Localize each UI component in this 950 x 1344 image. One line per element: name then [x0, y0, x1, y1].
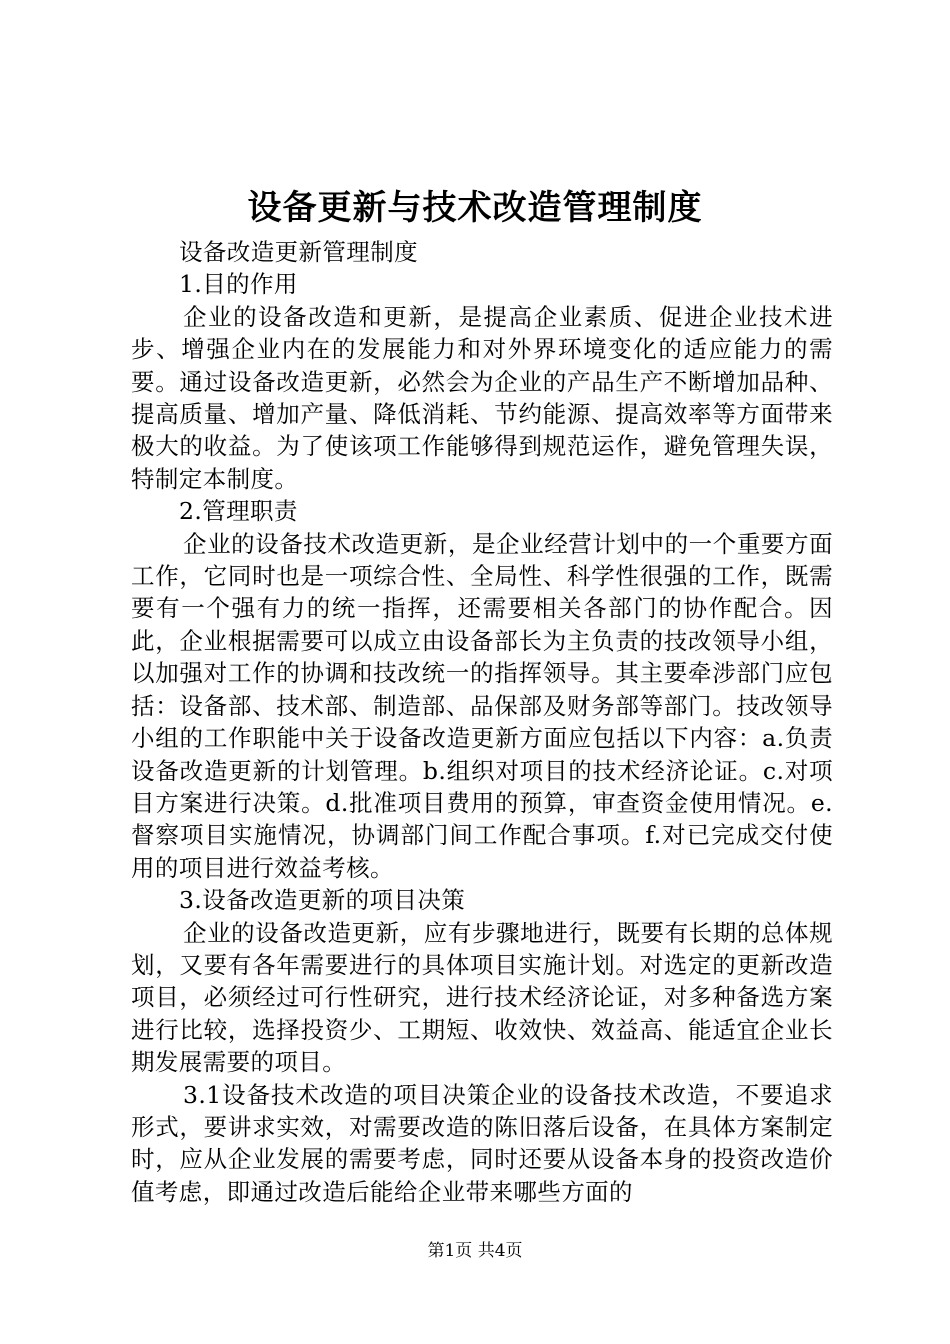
paragraph-responsibility: 企业的设备技术改造更新，是企业经营计划中的一个重要方面工作，它同时也是一项综合性、全局性、科学性很强的工作，既需要有一个强有力的统一指挥，还需要相关各部门的协作配合。因此，企业根据需要可以成立由设备部长为主负责的技改领导小组，以加强对工作的协调和技改统一的指挥领导。其主要牵涉部门应包括：设备部、技术部、制造部、品保部及财务部等部门。技改领导小组的工作职能中关于设备改造更新方面应包括以下内容：a.负责设备改造更新的计划管理。b.组织对项目的技术经济论证。c.对项目方案进行决策。d.批准项目费用的预算，审查资金使用情况。e.督察项目实施情况，协调部门间工作配合事项。f.对已完成交付使用的项目进行效益考核。 — [131, 529, 833, 882]
document-title: 设备更新与技术改造管理制度 — [247, 188, 703, 228]
page-number-footer: 第1页 共4页 — [427, 1241, 523, 1261]
section-heading-main: 设备改造更新管理制度 — [179, 238, 418, 266]
document-body — [131, 236, 833, 1208]
paragraph-decision-3-1: 3.1设备技术改造的项目决策企业的设备技术改造，不要追求形式，要讲求实效，对需要改造的陈旧落后设备，在具体方案制定时，应从企业发展的需要考虑，同时还要从设备本身的投资改造价值考虑，即通过改造后能给企业带来哪些方面的 — [131, 1080, 833, 1206]
paragraph-decision: 企业的设备改造更新，应有步骤地进行，既要有长期的总体规划，又要有各年需要进行的具体项目实施计划。对选定的更新改造项目，必须经过可行性研究，进行技术经济论证，对多种备选方案进行比较，选择投资少、工期短、收效快、效益高、能适宜企业长期发展需要的项目。 — [131, 918, 833, 1077]
paragraph-purpose: 企业的设备改造和更新，是提高企业素质、促进企业技术进步、增强企业内在的发展能力和对外界环境变化的适应能力的需要。通过设备改造更新，必然会为企业的产品生产不断增加品种、提高质量、增加产量、降低消耗、节约能源、提高效率等方面带来极大的收益。为了使该项工作能够得到规范运作，避免管理失误，特制定本制度。 — [131, 302, 833, 493]
section-heading-purpose: 1.目的作用 — [179, 270, 298, 299]
section-heading-responsibility: 2.管理职责 — [179, 497, 298, 526]
section-heading-decision: 3.设备改造更新的项目决策 — [179, 886, 466, 915]
